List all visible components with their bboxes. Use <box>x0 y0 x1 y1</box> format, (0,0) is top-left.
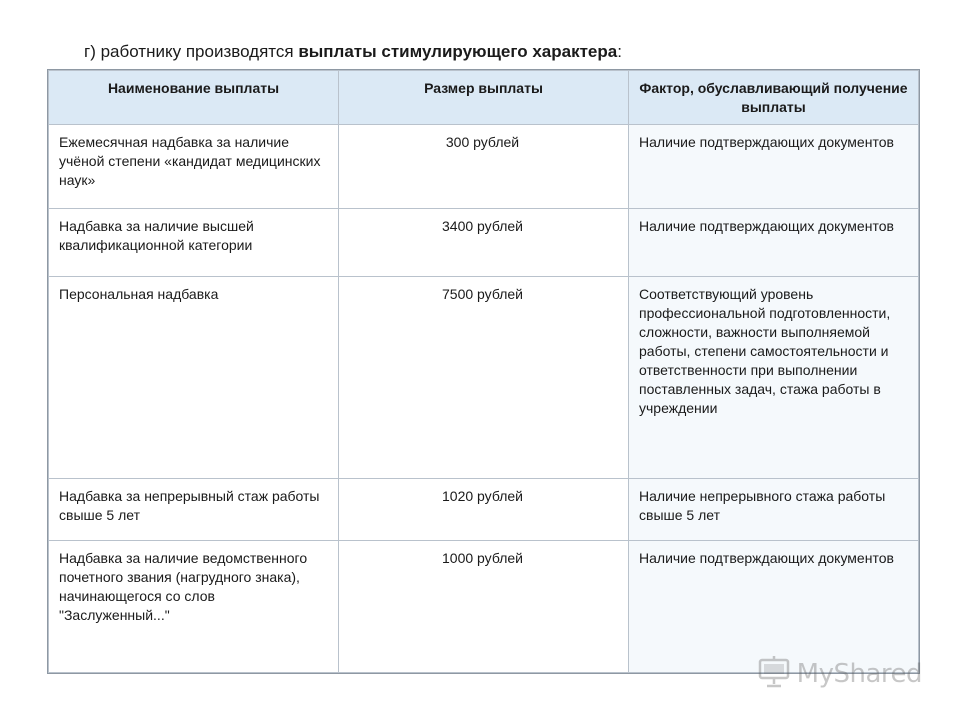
cell-payment-amount: 1000 рублей <box>339 541 629 673</box>
table-row <box>49 541 919 673</box>
cell-payment-amount: 1020 рублей <box>339 479 629 541</box>
cell-payment-amount: 7500 рублей <box>339 277 629 479</box>
table-row <box>49 479 919 541</box>
watermark-text: MyShared <box>796 659 922 689</box>
header-payment-amount: Размер выплаты <box>339 71 629 125</box>
cell-payment-factor: Наличие подтверждающих документов <box>629 209 919 277</box>
cell-payment-factor: Наличие подтверждающих документов <box>629 125 919 209</box>
cell-payment-name: Надбавка за наличие ведомственного почетного звания (нагрудного знака), начинающегося со слов "Заслуженный..." <box>49 541 339 673</box>
table-row <box>49 125 919 209</box>
cell-payment-amount: 300 рублей <box>339 125 629 209</box>
header-payment-factor: Фактор, обуславливающий получение выплаты <box>629 71 919 125</box>
header-payment-name: Наименование выплаты <box>49 71 339 125</box>
cell-payment-name: Персональная надбавка <box>49 277 339 479</box>
section-heading <box>84 42 622 62</box>
cell-payment-name: Надбавка за непрерывный стаж работы свыше 5 лет <box>49 479 339 541</box>
table-row <box>49 277 919 479</box>
table-row <box>49 209 919 277</box>
cell-payment-factor: Наличие подтверждающих документов <box>629 541 919 673</box>
cell-payment-name: Надбавка за наличие высшей квалификационной категории <box>49 209 339 277</box>
projector-screen-icon <box>757 655 791 694</box>
heading-bold: выплаты стимулирующего характера <box>298 42 618 61</box>
heading-prefix: г) работнику производятся <box>84 42 299 61</box>
cell-payment-factor: Наличие непрерывного стажа работы свыше 5 лет <box>629 479 919 541</box>
cell-payment-name: Ежемесячная надбавка за наличие учёной степени «кандидат медицинских наук» <box>49 125 339 209</box>
watermark-logo <box>757 656 922 692</box>
table-header-row <box>49 71 919 125</box>
cell-payment-amount: 3400 рублей <box>339 209 629 277</box>
cell-payment-factor: Соответствующий уровень профессиональной подготовленности, сложности, важности выполняемой работы, степени самостоятельности и ответственности при выполнении поставленных задач, стажа работы в учреждении <box>629 277 919 479</box>
heading-suffix: : <box>617 42 622 61</box>
payments-table <box>48 70 919 673</box>
